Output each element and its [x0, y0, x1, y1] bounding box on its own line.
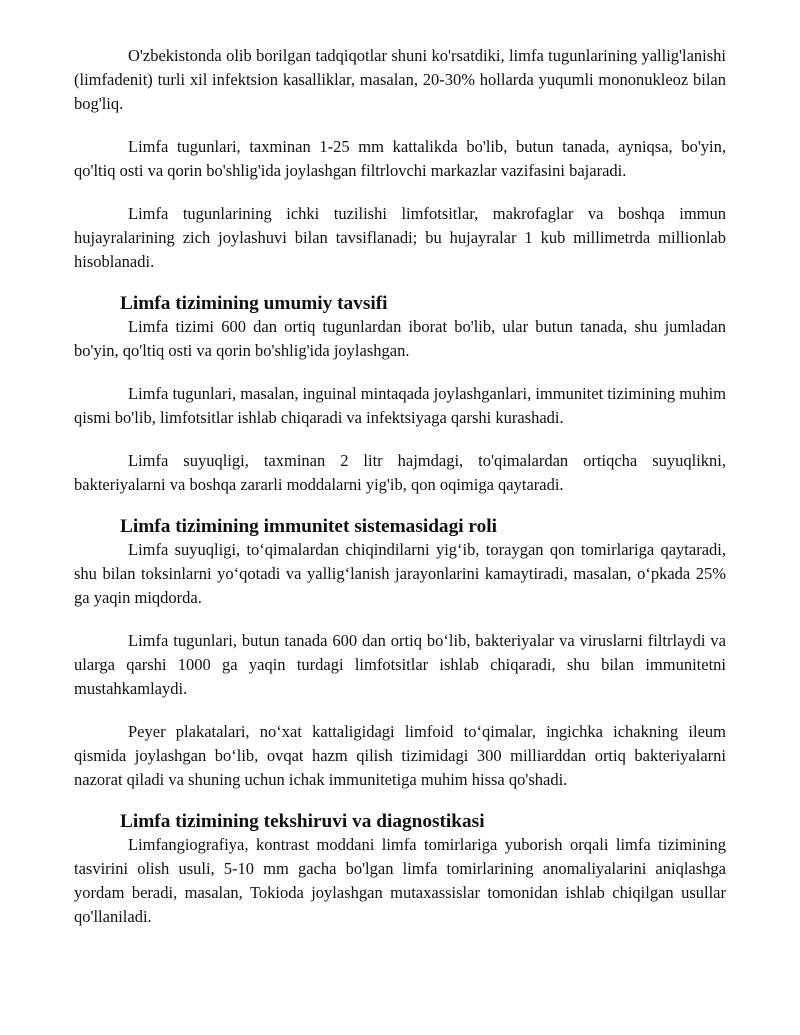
- immune-paragraph-2: Limfa tugunlari, butun tanada 600 dan ortiq bo‘lib, bakteriyalar va viruslarni filtrlaydi va ularga qarshi 1000 ga yaqin turdagi limfotsitlar ishlab chiqaradi, shu bilan immunitetni mustahkamlaydi.: [74, 631, 726, 698]
- section-heading-immune-role: Limfa tizimining immunitet sistemasidagi roli: [120, 516, 497, 537]
- section-heading-general: Limfa tizimining umumiy tavsifi: [120, 293, 388, 314]
- immune-paragraph-1: Limfa suyuqligi, to‘qimalardan chiqindilarni yig‘ib, toraygan qon tomirlariga qaytaradi, shu bilan toksinlarni yo‘qotadi va yallig‘lanish jarayonlarini kamaytiradi, masalan, o‘pkada 25% ga yaqin miqdorda.: [74, 540, 726, 607]
- section-heading-diagnostics: Limfa tizimining tekshiruvi va diagnostikasi: [120, 811, 485, 832]
- intro-paragraph-2: Limfa tugunlari, taxminan 1-25 mm kattalikda bo'lib, butun tanada, ayniqsa, bo'yin, qo'ltiq osti va qorin bo'shlig'ida joylashgan filtrlovchi markazlar vazifasini bajaradi.: [74, 137, 726, 180]
- diagnostics-paragraph-1: Limfangiografiya, kontrast moddani limfa tomirlariga yuborish orqali limfa tizimining tasvirini olish usuli, 5-10 mm gacha bo'lgan limfa tomirlarining anomaliyalarini aniqlashga yordam beradi, masalan, Tokioda joylashgan mutaxassislar tomonidan ishlab chiqilgan usullar qo'llaniladi.: [74, 835, 726, 926]
- immune-paragraph-3: Peyer plakatalari, no‘xat kattaligidagi limfoid to‘qimalar, ingichka ichakning ileum qismida joylashgan bo‘lib, ovqat hazm qilish tizimidagi 300 milliarddan ortiq bakteriyalarni nazorat qiladi va shuning uchun ichak immunitetiga muhim hissa qo'shadi.: [74, 722, 726, 789]
- intro-paragraph-3: Limfa tugunlarining ichki tuzilishi limfotsitlar, makrofaglar va boshqa immun hujayralarining zich joylashuvi bilan tavsiflanadi; bu hujayralar 1 kub millimetrda millionlab hisoblanadi.: [74, 204, 726, 271]
- general-paragraph-3: Limfa suyuqligi, taxminan 2 litr hajmdagi, to'qimalardan ortiqcha suyuqlikni, bakteriyalarni va boshqa zararli moddalarni yig'ib, qon oqimiga qaytaradi.: [74, 451, 726, 494]
- general-paragraph-2: Limfa tugunlari, masalan, inguinal mintaqada joylashganlari, immunitet tizimining muhim qismi bo'lib, limfotsitlar ishlab chiqaradi va infektsiyaga qarshi kurashadi.: [74, 384, 727, 427]
- intro-paragraph-1: O'zbekistonda olib borilgan tadqiqotlar shuni ko'rsatdiki, limfa tugunlarining yallig'lanishi (limfadenit) turli xil infektsion kasalliklar, masalan, 20-30% hollarda yuqumli mononukleoz bilan bog'liq.: [74, 46, 726, 113]
- general-paragraph-1: Limfa tizimi 600 dan ortiq tugunlardan iborat bo'lib, ular butun tanada, shu jumladan bo'yin, qo'ltiq osti va qorin bo'shlig'ida joylashgan.: [74, 317, 726, 360]
- document-page: [74, 44, 726, 948]
